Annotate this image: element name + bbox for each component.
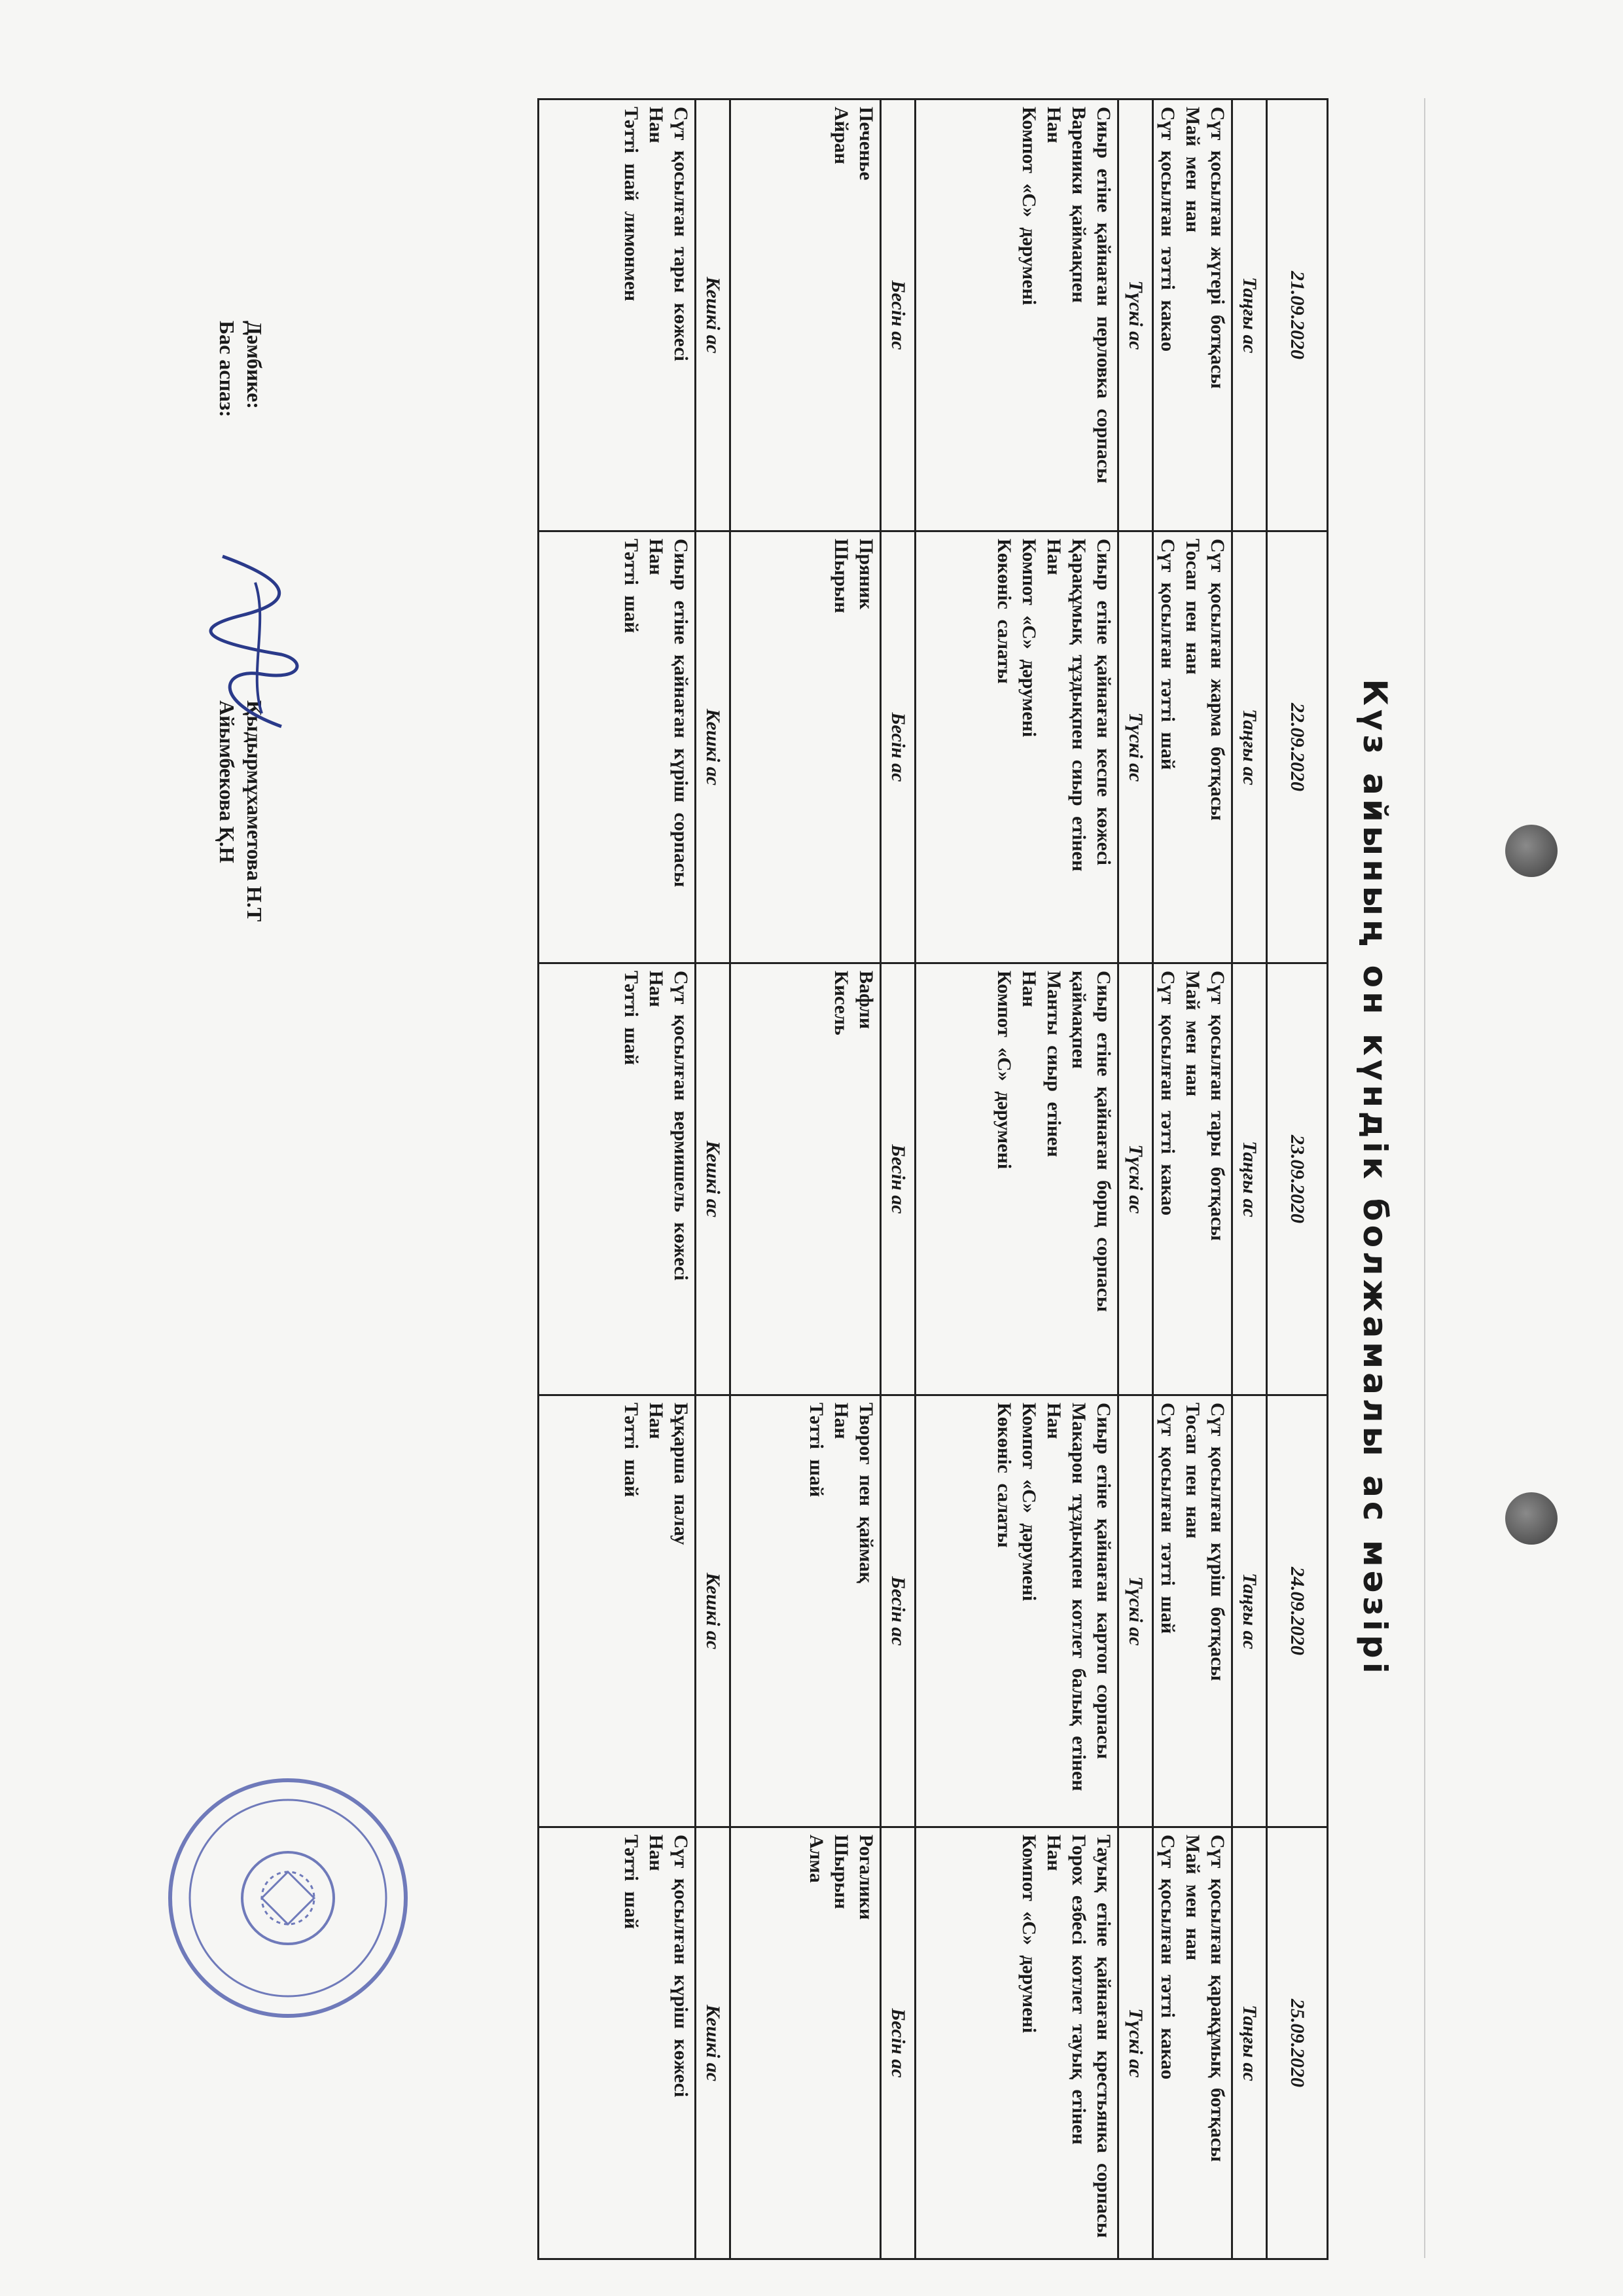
menu-item: Алма	[806, 1835, 827, 1883]
handwritten-signature	[190, 543, 321, 740]
day-2-breakfast-label: Таңғы ас	[1232, 531, 1267, 963]
cook-name: Айымбекова Қ.Н	[215, 700, 239, 863]
menu-item: Сүт қосылған күріш ботқасы	[1207, 1403, 1228, 1681]
menu-item: Шырын	[830, 1835, 852, 1909]
menu-item: Сүт қосылған тары көжесі	[670, 107, 692, 361]
menu-item: Компот «С» дәрумені	[1018, 1403, 1040, 1602]
day-4-lunch-label: Түскі ас	[1118, 1395, 1153, 1827]
day-4-dinner-label: Кешкі ас	[696, 1395, 730, 1827]
day-4-snack-label: Бесін ас	[881, 1395, 916, 1827]
day-5-lunch-label: Түскі ас	[1118, 1827, 1153, 2259]
menu-item: Көкөніс салаты	[993, 539, 1015, 684]
menu-item: Рогалики	[855, 1835, 877, 1920]
menu-table	[537, 98, 1329, 2260]
lunch-items-row	[916, 99, 1118, 2259]
day-2-lunch-label: Түскі ас	[1118, 531, 1153, 963]
menu-item: Айран	[830, 107, 852, 164]
menu-item: Сиыр етіне қайнаған күріш сорпасы	[670, 539, 692, 888]
menu-item: Манты сиыр етінен	[1043, 971, 1065, 1157]
menu-item: Сүт қосылған күріш көжесі	[670, 1835, 692, 2098]
day-5-lunch	[916, 1827, 1118, 2259]
menu-item: Творог пен қаймақ	[855, 1403, 877, 1583]
day-1-breakfast	[1153, 99, 1232, 531]
day-1-dinner	[539, 99, 696, 531]
day-3-lunch	[916, 963, 1118, 1395]
menu-item: Тәтті шай	[620, 971, 642, 1066]
menu-item: Қарақұмық тұздықпен сиыр етінен	[1068, 539, 1090, 872]
menu-item: Тосап пен нан	[1182, 539, 1204, 675]
menu-item: Тәтті шай	[806, 1403, 827, 1498]
day-3-breakfast	[1153, 963, 1232, 1395]
day-1-snack	[730, 99, 881, 531]
menu-item: Сүт қосылған тары ботқасы	[1207, 971, 1228, 1241]
menu-item: Компот «С» дәрумені	[1018, 539, 1040, 738]
menu-item: Печенье	[855, 107, 877, 181]
menu-item: Сүт қосылған тәтті шай	[1157, 1403, 1179, 1634]
menu-item: Компот «С» дәрумені	[993, 971, 1015, 1170]
menu-item: Май мен нан	[1182, 1835, 1204, 1961]
menu-item: Шырын	[830, 539, 852, 613]
day-1-snack-label: Бесін ас	[881, 99, 916, 531]
breakfast-items-row	[1153, 99, 1232, 2259]
page-title: Күз айының он күндік болжамалы ас мәзірі	[1356, 679, 1394, 1677]
menu-item: Кисель	[830, 971, 852, 1035]
day-1-date: 21.09.2020	[1267, 99, 1328, 531]
nurse-label: Дәмбике:	[243, 321, 266, 409]
menu-item: Көкөніс салаты	[993, 1403, 1015, 1548]
menu-item: Сүт қосылған жүгері ботқасы	[1207, 107, 1228, 389]
menu-item: Тауық етіне қайнаған крестьянка сорпасы	[1093, 1835, 1115, 2238]
day-2-snack-label: Бесін ас	[881, 531, 916, 963]
day-3-breakfast-label: Таңғы ас	[1232, 963, 1267, 1395]
menu-item: Нан	[645, 107, 667, 143]
day-4-date: 24.09.2020	[1267, 1395, 1328, 1827]
day-3-dinner-label: Кешкі ас	[696, 963, 730, 1395]
menu-item: Горох езбесі котлет тауық етінен	[1068, 1835, 1090, 2145]
menu-item: Компот «С» дәрумені	[1018, 107, 1040, 306]
punch-hole-bottom	[1505, 1492, 1558, 1545]
dinner-label-row	[696, 99, 730, 2259]
date-row	[1267, 99, 1328, 2259]
day-3-lunch-label: Түскі ас	[1118, 963, 1153, 1395]
menu-item: Сүт қосылған тәтті какао	[1157, 107, 1179, 352]
day-4-dinner	[539, 1395, 696, 1827]
snack-label-row	[881, 99, 916, 2259]
menu-item: Нан	[830, 1403, 852, 1439]
day-5-snack	[730, 1827, 881, 2259]
menu-item: Пряник	[855, 539, 877, 610]
menu-item: Нан	[1043, 107, 1065, 143]
day-4-breakfast-label: Таңғы ас	[1232, 1395, 1267, 1827]
day-5-dinner-label: Кешкі ас	[696, 1827, 730, 2259]
cook-label: Бас аспаз:	[215, 321, 239, 418]
day-5-dinner	[539, 1827, 696, 2259]
day-2-date: 22.09.2020	[1267, 531, 1328, 963]
day-5-date: 25.09.2020	[1267, 1827, 1328, 2259]
menu-item: Тәтті шай лимонмен	[620, 107, 642, 302]
menu-item: Май мен нан	[1182, 107, 1204, 233]
nurse-name: Қыдырмұхаметова Н.Т	[243, 700, 266, 922]
day-2-dinner	[539, 531, 696, 963]
menu-item: Сиыр етіне қайнаған картоп сорпасы	[1093, 1403, 1115, 1759]
fold-line	[1424, 98, 1425, 2258]
menu-item: Сүт қосылған қарақұмық ботқасы	[1207, 1835, 1228, 2162]
menu-item: Сүт қосылған тәтті шай	[1157, 539, 1179, 770]
day-3-snack-label: Бесін ас	[881, 963, 916, 1395]
menu-item: Нан	[1043, 539, 1065, 575]
menu-item: Нан	[1043, 1403, 1065, 1439]
day-2-dinner-label: Кешкі ас	[696, 531, 730, 963]
menu-item: Тосап пен нан	[1182, 1403, 1204, 1539]
round-stamp	[164, 1774, 412, 2022]
day-2-breakfast	[1153, 531, 1232, 963]
menu-item: Сиыр етіне қайнаған кеспе көжесі	[1093, 539, 1115, 865]
day-4-breakfast	[1153, 1395, 1232, 1827]
day-1-lunch	[916, 99, 1118, 531]
menu-item: Сүт қосылған тәтті какао	[1157, 971, 1179, 1216]
menu-item: Нан	[645, 971, 667, 1007]
menu-item: Сүт қосылған вермишель көжесі	[670, 971, 692, 1281]
menu-item: Нан	[645, 539, 667, 575]
day-2-snack	[730, 531, 881, 963]
menu-sheet	[131, 98, 1407, 2258]
menu-item: Нан	[645, 1835, 667, 1871]
menu-item: Тәтті шай	[620, 1403, 642, 1498]
day-4-lunch	[916, 1395, 1118, 1827]
menu-item: Компот «С» дәрумені	[1018, 1835, 1040, 2034]
menu-item: Вареники қаймақпен	[1068, 107, 1090, 303]
day-1-dinner-label: Кешкі ас	[696, 99, 730, 531]
dinner-items-row	[539, 99, 696, 2259]
menu-item: Бұқарша палау	[670, 1403, 692, 1545]
menu-item: Нан	[1043, 1835, 1065, 1871]
day-3-dinner	[539, 963, 696, 1395]
menu-item: Макарон тұздықпен котлет балық етінен	[1068, 1403, 1090, 1791]
punch-hole-top	[1505, 825, 1558, 877]
day-3-snack	[730, 963, 881, 1395]
day-1-breakfast-label: Таңғы ас	[1232, 99, 1267, 531]
menu-item: Сүт қосылған жарма ботқасы	[1207, 539, 1228, 821]
lunch-label-row	[1118, 99, 1153, 2259]
menu-item: Нан	[1018, 971, 1040, 1007]
day-1-lunch-label: Түскі ас	[1118, 99, 1153, 531]
menu-item: Сиыр етіне қайнаған борщ сорпасы қаймақпен	[1068, 971, 1115, 1312]
snack-items-row	[730, 99, 881, 2259]
menu-item: Вафли	[855, 971, 877, 1030]
menu-item: Нан	[645, 1403, 667, 1439]
day-2-lunch	[916, 531, 1118, 963]
day-5-breakfast	[1153, 1827, 1232, 2259]
menu-item: Сиыр етіне қайнаған перловка сорпасы	[1093, 107, 1115, 484]
day-5-snack-label: Бесін ас	[881, 1827, 916, 2259]
day-4-snack	[730, 1395, 881, 1827]
day-5-breakfast-label: Таңғы ас	[1232, 1827, 1267, 2259]
menu-item: Тәтті шай	[620, 1835, 642, 1929]
menu-item: Тәтті шай	[620, 539, 642, 634]
menu-item: Сүт қосылған тәтті какао	[1157, 1835, 1179, 2080]
day-3-date: 23.09.2020	[1267, 963, 1328, 1395]
menu-item: Май мен нан	[1182, 971, 1204, 1097]
breakfast-label-row	[1232, 99, 1267, 2259]
